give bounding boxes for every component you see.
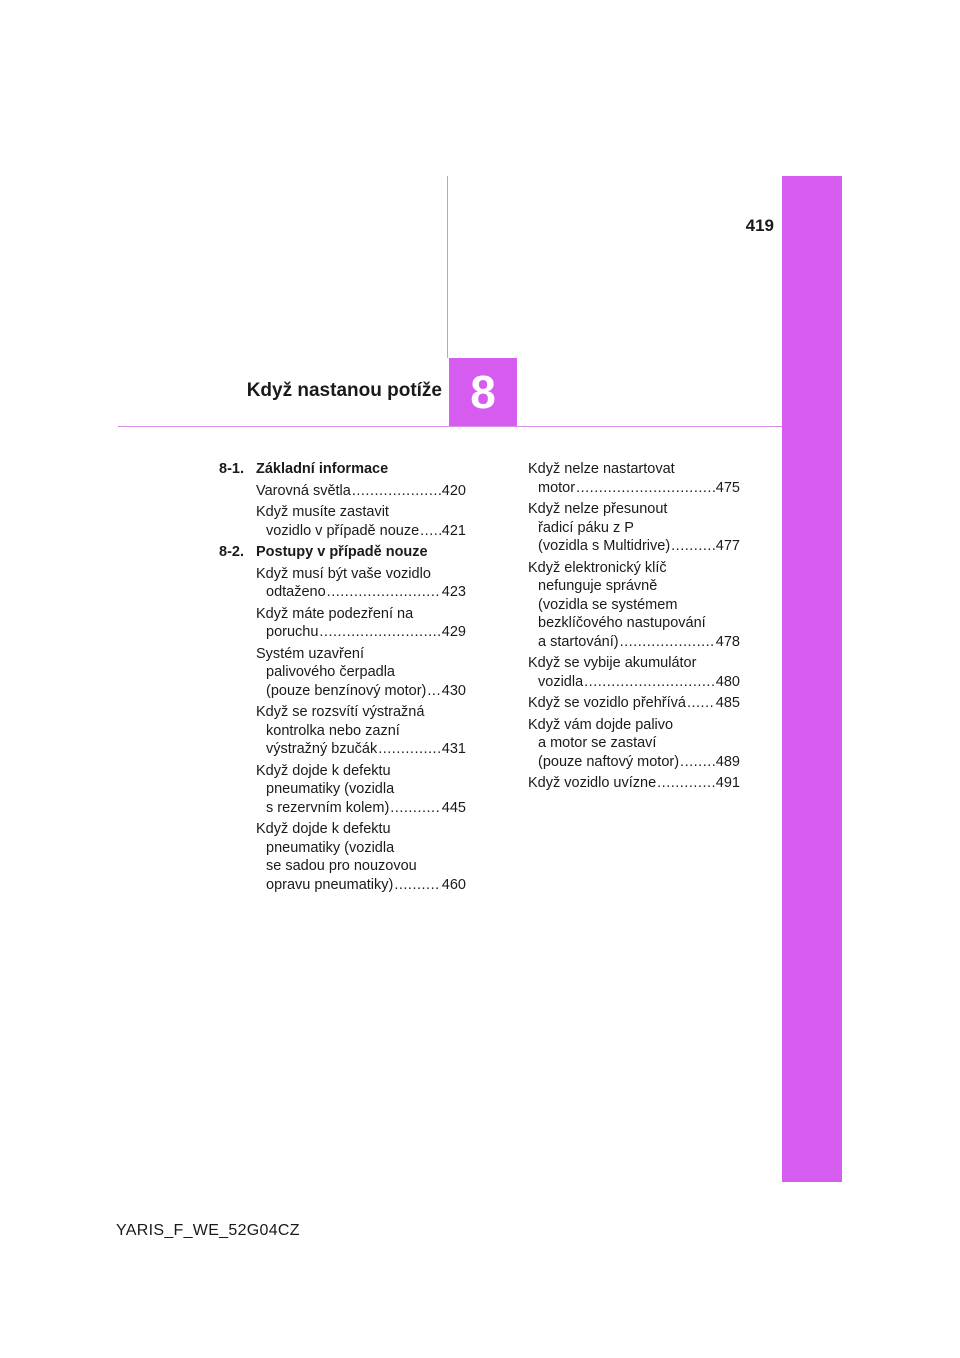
toc-entry-last-line xyxy=(528,673,740,692)
toc-entry-last-line xyxy=(256,623,466,642)
toc-entry-line: nefunguje správně xyxy=(538,578,658,594)
dot-leader xyxy=(352,482,441,501)
toc-entry xyxy=(528,694,740,713)
page-number: 419 xyxy=(745,216,774,235)
dot-leader xyxy=(378,740,441,759)
toc-entry-line: motor xyxy=(538,479,576,496)
toc-entry-line: Když máte podezření na xyxy=(256,605,414,622)
toc-entry-last-line xyxy=(528,633,740,652)
toc-page-number: 477 xyxy=(715,538,740,554)
toc-entry-line: (vozidla se systémem xyxy=(538,596,678,613)
toc-section-heading xyxy=(219,543,466,562)
toc-entry-line: palivového čerpadla xyxy=(266,664,395,680)
toc-page-number: 478 xyxy=(715,633,740,650)
toc-entry-line: Když se vybije akumulátor xyxy=(528,655,697,671)
toc-entry-line: Když se rozsvítí výstražná xyxy=(256,704,425,720)
toc-entry-line: pneumatiky (vozidla xyxy=(266,839,395,856)
document-code: YARIS_F_WE_52G04CZ xyxy=(116,1222,300,1239)
section-title: Základní informace xyxy=(256,461,389,477)
toc-entry-line: poruchu xyxy=(266,624,319,640)
toc-page-number: 445 xyxy=(441,799,466,816)
toc-entry-last-line xyxy=(528,537,740,556)
toc-entry xyxy=(219,605,466,642)
toc-entry-line: a motor se zastaví xyxy=(538,735,657,751)
toc-entry xyxy=(528,716,740,772)
toc-page-number: 421 xyxy=(441,522,466,539)
chapter-title: Když nastanou potíže xyxy=(246,380,442,401)
toc-entry-line: Když musí být vaše vozidlo xyxy=(256,565,431,582)
toc-entry-last-line xyxy=(528,694,740,713)
toc-entry-line: Když dojde k defektu xyxy=(256,821,391,837)
toc-entry-line: s rezervním kolem) xyxy=(266,799,390,816)
dot-leader xyxy=(657,774,715,793)
toc-entry-line: vozidla xyxy=(538,673,584,690)
toc-entry-line: kontrolka nebo zazní xyxy=(266,722,400,739)
dot-leader xyxy=(584,673,715,692)
toc-page-number: 423 xyxy=(441,584,466,600)
toc-entry-line: Když se vozidlo přehřívá xyxy=(528,695,686,711)
toc-entry xyxy=(219,503,466,540)
toc-page-number: 480 xyxy=(715,673,740,690)
dot-leader xyxy=(394,876,440,895)
dot-leader xyxy=(427,682,440,701)
toc-entry-line: vozidlo v případě nouze xyxy=(266,522,420,539)
toc-entry-line: Když nelze přesunout xyxy=(528,501,668,517)
dot-leader xyxy=(620,633,715,652)
toc-entry-line: Když vám dojde palivo xyxy=(528,716,674,733)
toc-entry-last-line xyxy=(256,482,466,501)
toc-entry xyxy=(219,703,466,759)
toc-entry-line: bezklíčového nastupování xyxy=(538,615,706,631)
toc-entry-last-line xyxy=(256,522,466,541)
toc-entry xyxy=(528,654,740,691)
toc-page-number: 489 xyxy=(715,753,740,770)
dot-leader xyxy=(390,799,441,818)
toc-entry-last-line xyxy=(256,583,466,602)
toc-entry-line: odtaženo xyxy=(266,584,326,600)
toc-page-number: 475 xyxy=(715,479,740,496)
toc-section-heading xyxy=(219,460,466,479)
toc-entry-last-line xyxy=(256,740,466,759)
toc-entry xyxy=(219,482,466,501)
toc-entry-line: Když vozidlo uvízne xyxy=(528,775,657,791)
toc-entry xyxy=(219,565,466,602)
toc-entry-last-line xyxy=(528,479,740,498)
toc-page-number: 485 xyxy=(715,695,740,711)
toc-page-number: 460 xyxy=(441,876,466,893)
chapter-tab-bar xyxy=(782,176,842,1182)
toc-page-number: 429 xyxy=(441,624,466,640)
horizontal-rule xyxy=(118,426,782,427)
toc-entry-last-line xyxy=(256,682,466,701)
dot-leader xyxy=(671,537,715,556)
toc-entry xyxy=(528,559,740,652)
toc-entry-last-line xyxy=(256,799,466,818)
toc-entry-last-line xyxy=(528,753,740,772)
toc-entry-line: Když elektronický klíč xyxy=(528,559,667,576)
toc-entry-line: a startování) xyxy=(538,633,619,650)
toc-column-left xyxy=(219,460,466,897)
vertical-rule xyxy=(447,176,448,358)
toc-entry-last-line xyxy=(256,876,466,895)
toc-page-number: 491 xyxy=(715,775,740,791)
toc-entry xyxy=(528,460,740,497)
toc-entry-line: Když musíte zastavit xyxy=(256,504,389,520)
toc-entry xyxy=(219,645,466,701)
toc-entry-line: (vozidla s Multidrive) xyxy=(538,538,671,554)
toc-entry-line: se sadou pro nouzovou xyxy=(266,858,417,874)
toc-page-number: 430 xyxy=(441,682,466,699)
toc-entry-line: Varovná světla xyxy=(256,482,351,499)
toc-page-number: 431 xyxy=(441,741,466,757)
toc-entry-line: Systém uzavření xyxy=(256,645,364,662)
toc-entry xyxy=(219,762,466,818)
toc-entry-line: opravu pneumatiky) xyxy=(266,876,394,893)
chapter-number-box: 8 xyxy=(449,358,517,426)
toc-entry xyxy=(528,774,740,793)
dot-leader xyxy=(420,522,441,541)
toc-entry-line: výstražný bzučák xyxy=(266,741,378,757)
dot-leader xyxy=(680,753,715,772)
section-number: 8-1. xyxy=(219,461,244,477)
toc-entry xyxy=(528,500,740,556)
toc-entry-line: (pouze benzínový motor) xyxy=(266,682,427,699)
toc-entry-line: řadicí páku z P xyxy=(538,519,634,536)
toc-entry-line: pneumatiky (vozidla xyxy=(266,781,395,797)
dot-leader xyxy=(576,479,715,498)
toc-entry xyxy=(219,820,466,894)
toc-entry-line: (pouze naftový motor) xyxy=(538,753,680,770)
toc-entry-line: Když dojde k defektu xyxy=(256,762,391,779)
dot-leader xyxy=(319,623,440,642)
toc-entry-last-line xyxy=(528,774,740,793)
section-title: Postupy v případě nouze xyxy=(256,544,428,560)
toc-entry-line: Když nelze nastartovat xyxy=(528,461,675,477)
toc-page-number: 420 xyxy=(441,482,466,499)
section-number: 8-2. xyxy=(219,544,244,560)
toc-column-right xyxy=(528,460,740,796)
dot-leader xyxy=(687,694,715,713)
dot-leader xyxy=(327,583,441,602)
